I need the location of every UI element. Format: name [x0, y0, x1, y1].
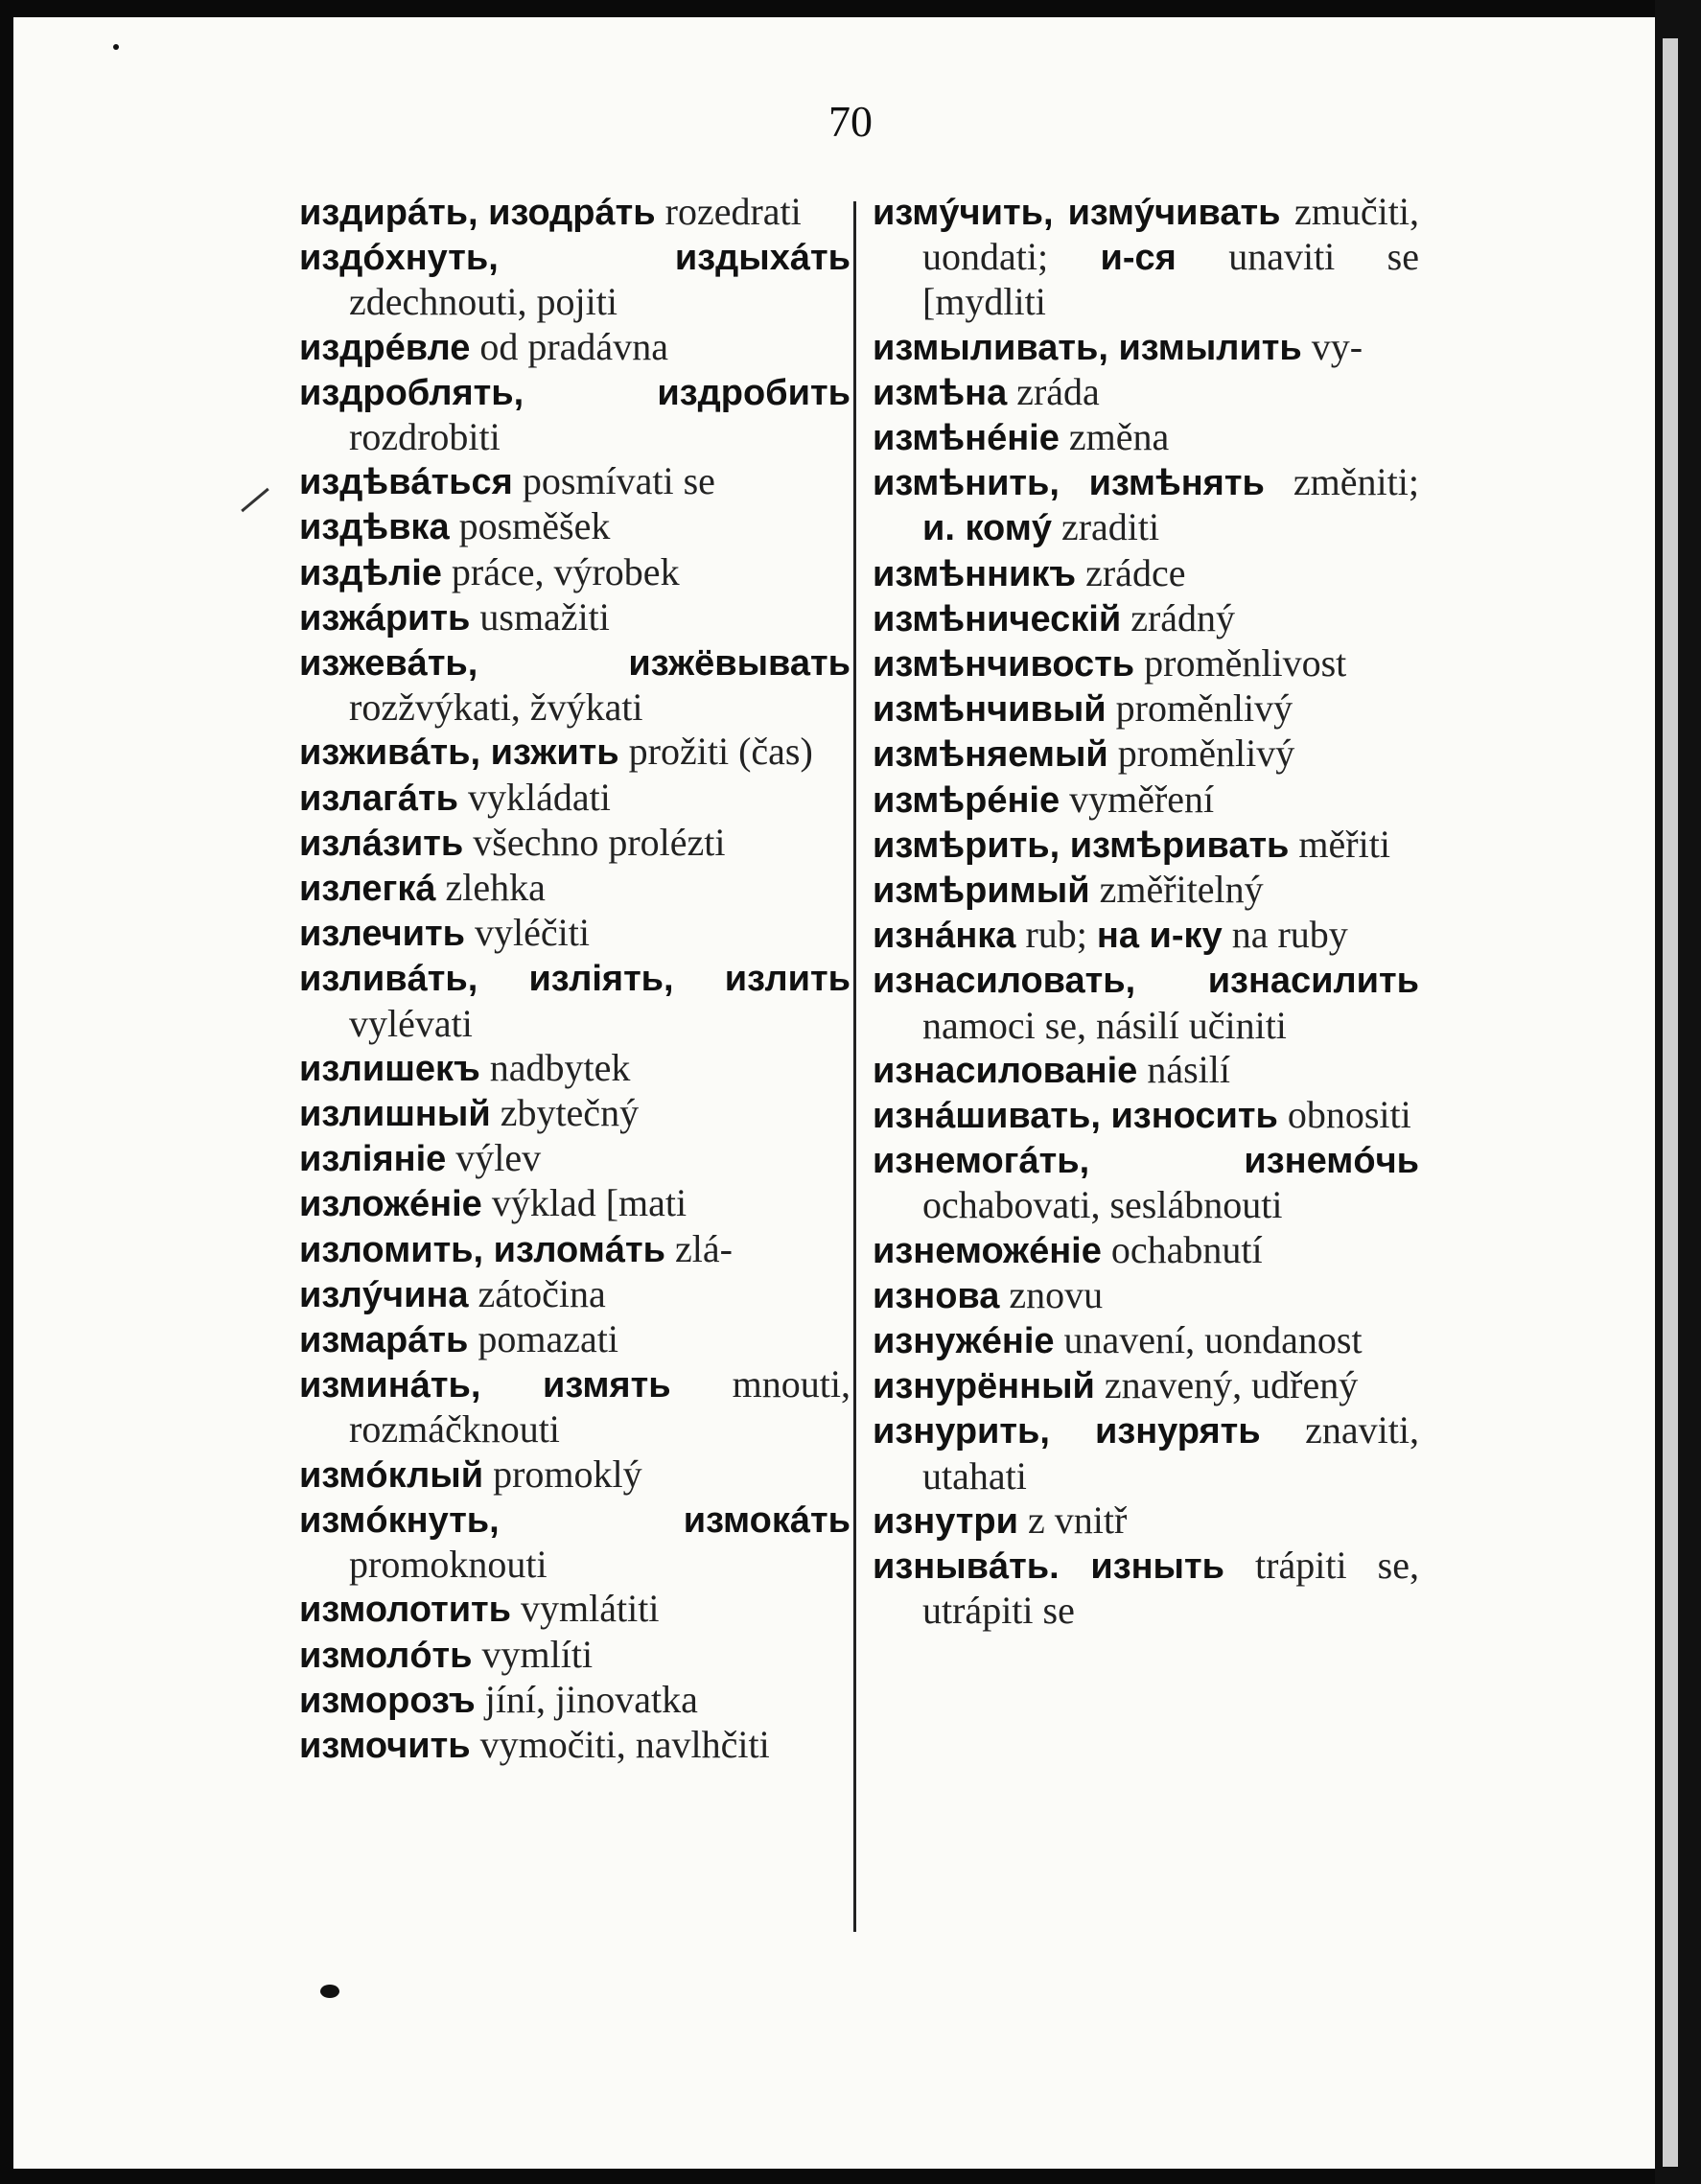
entry — [873, 1138, 1419, 1227]
page-number: 70 — [828, 97, 873, 146]
entry — [873, 415, 1419, 460]
translation: proměnlivý — [1117, 732, 1295, 776]
entry — [299, 1498, 850, 1587]
entry — [299, 1091, 850, 1136]
entry — [299, 776, 850, 821]
entry — [873, 958, 1419, 1047]
headword: изнурённый — [873, 1366, 1095, 1407]
entry — [873, 1544, 1419, 1633]
sub-translation: unaviti se [mydliti — [922, 235, 1420, 324]
entry — [873, 913, 1419, 958]
headword: излýчина — [299, 1274, 469, 1315]
headword: измѣнить, измѣнять — [873, 463, 1265, 504]
translation: vymlíti — [481, 1632, 594, 1676]
headword: измолотить — [299, 1590, 512, 1631]
headword: изнáнка — [873, 916, 1016, 957]
translation: pomazati — [478, 1317, 618, 1361]
translation: znovu — [1009, 1272, 1104, 1316]
sub-headword: на и-ку — [1096, 916, 1223, 957]
translation: od pradávna — [479, 324, 668, 368]
headword: издѣвáться — [299, 462, 513, 503]
translation: jíní, jinovatka — [484, 1677, 698, 1721]
headword: излегкá — [299, 869, 436, 910]
ink-spot — [320, 1985, 339, 1998]
translation: unavení, uondanost — [1063, 1318, 1363, 1362]
entry — [299, 1317, 850, 1362]
headword: изжевáть, изжёвывать — [299, 643, 850, 685]
entry — [873, 1318, 1419, 1363]
translation: všechno prolézti — [473, 820, 726, 864]
entry — [873, 370, 1419, 415]
entry — [873, 686, 1419, 732]
headword: измýчить, измýчивать — [873, 193, 1281, 233]
sub-headword: и-ся — [1100, 238, 1177, 279]
entry — [299, 640, 850, 730]
entry — [873, 551, 1419, 596]
entry — [299, 190, 850, 235]
headword: излáзить — [299, 823, 464, 864]
headword: измолóть — [299, 1635, 473, 1676]
translation: zrádný — [1130, 595, 1236, 639]
entry — [873, 1048, 1419, 1093]
headword: изнужéнie — [873, 1321, 1055, 1362]
entry — [299, 1136, 850, 1181]
translation: změna — [1068, 415, 1170, 459]
column-divider — [853, 201, 856, 1932]
translation: násilí — [1147, 1047, 1230, 1091]
sub-translation: na ruby — [1231, 913, 1348, 957]
entry — [873, 325, 1419, 370]
entry — [299, 1723, 850, 1768]
headword: изжáрить — [299, 597, 471, 639]
translation: promoklý — [493, 1452, 642, 1496]
translation: zráda — [1016, 369, 1100, 413]
translation: zdechnouti, pojiti — [349, 280, 617, 324]
entry — [299, 325, 850, 370]
translation: zátočina — [478, 1271, 606, 1315]
translation: proměnlivost — [1144, 641, 1347, 685]
headword: излiянie — [299, 1139, 447, 1180]
headword: измѣримый — [873, 871, 1090, 912]
entry — [299, 1452, 850, 1498]
entry — [299, 504, 850, 549]
translation: posmívati se — [522, 459, 715, 503]
translation: zlehka — [445, 866, 546, 910]
right-column — [873, 190, 1419, 1634]
headword: изнутри — [873, 1500, 1018, 1542]
translation: výlev — [455, 1136, 542, 1180]
translation: změřitelný — [1099, 868, 1264, 912]
entry — [873, 190, 1419, 325]
translation: znaviti, utahati — [922, 1408, 1420, 1498]
translation: ochabovati, seslábnouti — [922, 1183, 1283, 1227]
entry — [873, 1273, 1419, 1318]
headword: измѣнникъ — [873, 553, 1077, 594]
entry — [299, 956, 850, 1045]
entry — [873, 1499, 1419, 1544]
headword: издрéвле — [299, 327, 471, 368]
entry — [299, 595, 850, 640]
entry — [299, 1587, 850, 1632]
translation: rozžvýkati, žvýkati — [349, 685, 643, 730]
headword: излечить — [299, 914, 465, 955]
headword: изживáть, изжить — [299, 732, 619, 774]
translation: z vnitř — [1027, 1498, 1128, 1542]
headword: измóклый — [299, 1454, 484, 1496]
headword: измóкнуть, измокáть — [299, 1499, 850, 1541]
translation: mnouti, rozmáčknouti — [349, 1362, 850, 1452]
entry — [299, 1678, 850, 1723]
headword: измѣняемый — [873, 734, 1108, 776]
translation: nadbytek — [489, 1045, 631, 1089]
entry — [299, 1362, 850, 1452]
translation: vymočiti, navlhčiti — [479, 1722, 770, 1766]
entry — [299, 459, 850, 504]
headword: изморозъ — [299, 1680, 476, 1721]
headword: изломить, изломáть — [299, 1229, 665, 1270]
translation: vy- — [1311, 324, 1363, 368]
sub-translation: zraditi — [1060, 505, 1160, 549]
entry — [873, 1093, 1419, 1138]
translation: obnositi — [1287, 1093, 1411, 1137]
entry — [299, 911, 850, 956]
headword: измарáть — [299, 1320, 469, 1361]
translation: změniti; — [1293, 460, 1419, 504]
translation: znavený, udřený — [1104, 1363, 1359, 1407]
translation: měřiti — [1298, 822, 1390, 866]
translation: vyléčiti — [474, 911, 590, 955]
headword: измѣническiй — [873, 598, 1122, 639]
headword: измѣна — [873, 372, 1008, 413]
translation: vykládati — [467, 775, 611, 819]
headword: измѣнчивость — [873, 644, 1135, 685]
entry — [299, 1633, 850, 1678]
headword: измѣрить, измѣривать — [873, 825, 1290, 866]
headword: издóхнуть, издыхáть — [299, 238, 850, 279]
page-edge-strip — [1663, 38, 1678, 2167]
headword: изливáть, излiять, излить — [299, 959, 850, 1000]
headword: изнова — [873, 1275, 1000, 1316]
headword: издѣвка — [299, 507, 450, 548]
translation: rub; — [1025, 913, 1087, 957]
headword: издирáть, изодрáть — [299, 193, 656, 233]
translation: vylévati — [349, 1001, 473, 1045]
translation: promoknouti — [349, 1543, 548, 1587]
translation: rozdrobiti — [349, 415, 501, 459]
translation: trápiti se, utrápiti se — [922, 1544, 1419, 1633]
translation: ochabnutí — [1110, 1227, 1263, 1271]
headword: измыливать, измылить — [873, 327, 1302, 368]
headword: измѣнéнie — [873, 418, 1060, 459]
entry — [299, 550, 850, 595]
entry — [299, 866, 850, 911]
translation: výklad [mati — [491, 1181, 687, 1225]
entry — [299, 730, 850, 775]
headword: излишекъ — [299, 1048, 480, 1089]
translation: rozedrati — [664, 190, 802, 233]
headword: издѣлie — [299, 552, 442, 593]
headword: изнурить, изнурять — [873, 1411, 1261, 1452]
entry — [873, 823, 1419, 868]
headword: изнемогáть, изнемóчь — [873, 1141, 1419, 1182]
headword: изнеможéнie — [873, 1230, 1102, 1271]
entry — [873, 868, 1419, 913]
headword: излагáть — [299, 778, 458, 819]
entry — [873, 596, 1419, 641]
entry — [873, 641, 1419, 686]
translation: zbytečný — [500, 1091, 640, 1135]
sub-headword: и. комý — [922, 508, 1052, 549]
headword: излишный — [299, 1094, 491, 1135]
headword: измѣнчивый — [873, 689, 1107, 731]
entry — [299, 370, 850, 459]
entry — [873, 1228, 1419, 1273]
speck — [113, 44, 119, 50]
entry — [299, 1272, 850, 1317]
entry — [299, 235, 850, 324]
headword: изнасилованie — [873, 1050, 1138, 1091]
entry — [873, 460, 1419, 550]
headword: издроблять, издробить — [299, 372, 850, 413]
entry — [299, 821, 850, 866]
entry — [873, 778, 1419, 823]
translation: vyměření — [1069, 777, 1215, 821]
translation: proměnlivý — [1115, 686, 1293, 731]
headword: измочить — [299, 1725, 471, 1766]
translation: práce, výrobek — [451, 549, 680, 593]
headword: изложéнie — [299, 1184, 482, 1225]
translation: zrádce — [1085, 550, 1186, 594]
headword: изнывáть. изныть — [873, 1546, 1224, 1588]
headword: измѣрéнie — [873, 779, 1060, 821]
left-column — [299, 190, 850, 1768]
translation: posměšek — [458, 504, 611, 548]
entry — [873, 1363, 1419, 1408]
entry — [299, 1046, 850, 1091]
translation: zlá- — [674, 1226, 733, 1270]
entry — [299, 1227, 850, 1272]
entry — [873, 732, 1419, 777]
headword: изнасиловать, изнасилить — [873, 961, 1419, 1002]
entry — [873, 1408, 1419, 1498]
translation: prožiti (čas) — [628, 730, 813, 774]
translation: namoci se, násilí učiniti — [922, 1003, 1287, 1047]
translation: vymlátiti — [521, 1587, 660, 1631]
headword: изнáшивать, износить — [873, 1096, 1278, 1137]
translation: usmažiti — [479, 594, 610, 639]
headword: изминáть, измять — [299, 1365, 671, 1406]
entry — [299, 1181, 850, 1226]
translation: zmučiti, uondati; — [922, 190, 1419, 279]
